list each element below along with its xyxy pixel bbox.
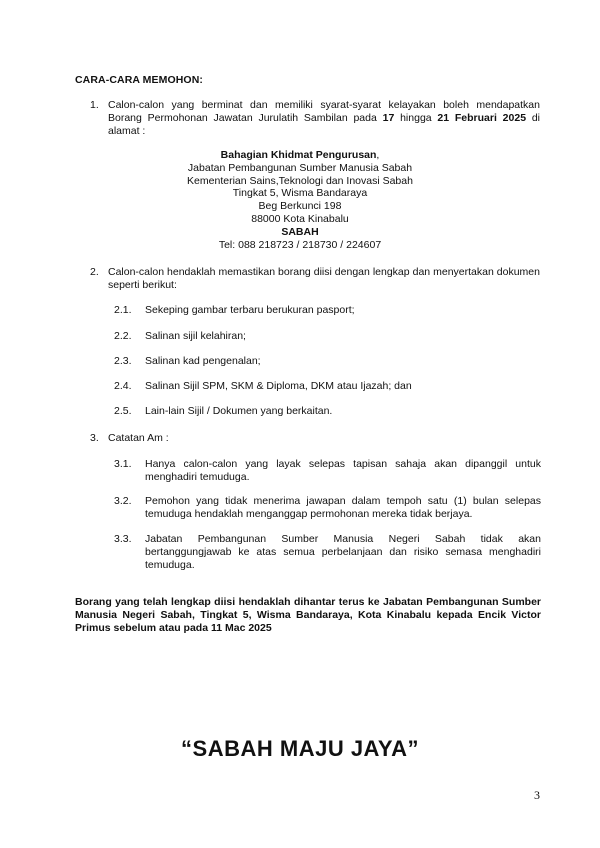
item-3-text: Catatan Am : [108,432,169,444]
motto: “SABAH MAJU JAYA” [181,736,419,761]
item-1-text [108,99,540,138]
subitem-text: Sekeping gambar terbaru berukuran pasport; [145,304,355,316]
address-line-4: Tingkat 5, Wisma Bandaraya [232,187,368,200]
item-3-number: 3. [90,432,99,444]
subitem-text: Pemohon yang tidak menerima jawapan dalam tempoh satu (1) bulan selepas temuduga hendaklah menganggap permohonan mereka tidak berjaya. [145,495,541,520]
item-1-date-mid: hingga [394,112,438,124]
item-1-text-after: di alamat : [108,112,541,137]
item-2-text: Calon-calon hendaklah memastikan borang diisi dengan lengkap dan menyertakan dokumen seperti berikut: [108,266,540,291]
item-1-text-before: Calon-calon yang berminat dan memiliki syarat-syarat kelayakan boleh mendapatkan Borang Permohonan Jawatan Jurulatih Sambilan pada [108,99,540,124]
address-block [150,149,450,251]
section-heading: CARA-CARA MEMOHON: [75,74,203,86]
subitem-number: 3.2. [114,495,132,507]
subitem-text: Salinan sijil kelahiran; [145,330,246,342]
submission-note: Borang yang telah lengkap diisi hendaklah dihantar terus ke Jabatan Pembangunan Sumber Manusia Negeri Sabah, Tingkat 5, Wisma Bandaraya, Kota Kinabalu kepada Encik Victor Primus sebelum atau pada 11 Mac 2025 [75,596,541,634]
subitem-text: Jabatan Pembangunan Sumber Manusia Negeri Sabah tidak akan bertanggungjawab ke atas semua perbelanjaan dan risiko semasa menghadiri temuduga. [145,533,541,571]
address-line-1 [150,149,450,162]
subitem-number: 2.3. [114,355,132,367]
subitem-text: Lain-lain Sijil / Dokumen yang berkaitan. [145,405,333,417]
subitem-number: 2.4. [114,380,132,392]
address-line-6: 88000 Kota Kinabalu [251,212,349,225]
item-1-date-end: 21 Februari 2025 [437,112,527,124]
address-department: Bahagian Khidmat Pengurusan [220,149,377,161]
subitem-text: Salinan Sijil SPM, SKM & Diploma, DKM atau Ijazah; dan [145,380,412,392]
address-department-comma: , [376,149,380,161]
subitem-number: 2.5. [114,405,132,417]
subitem-number: 2.2. [114,330,132,342]
page-number: 3 [534,788,540,802]
item-1-date-start: 17 [382,112,395,124]
subitem-number: 3.3. [114,533,132,545]
address-line-2: Jabatan Pembangunan Sumber Manusia Sabah [187,161,413,174]
item-1-number: 1. [90,99,99,111]
subitem-text: Hanya calon-calon yang layak selepas tapisan sahaja akan dipanggil untuk menghadiri temuduga. [145,458,541,483]
address-phone: Tel: 088 218723 / 218730 / 224607 [218,238,382,251]
item-2-number: 2. [90,266,99,278]
subitem-number: 3.1. [114,458,132,470]
subitem-number: 2.1. [114,304,132,316]
address-line-7: SABAH [281,225,319,238]
subitem-text: Salinan kad pengenalan; [145,355,261,367]
address-line-5: Beg Berkunci 198 [258,200,342,213]
address-line-3: Kementerian Sains,Teknologi dan Inovasi Sabah [187,174,413,187]
